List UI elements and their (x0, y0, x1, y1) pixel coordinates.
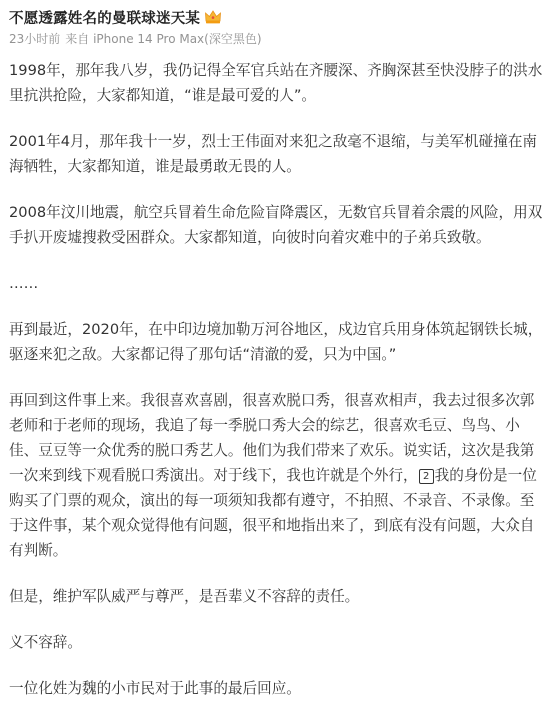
author-name[interactable]: 不愿透露姓名的曼联球迷天某 (9, 10, 201, 27)
post-source: 来自 iPhone 14 Pro Max(深空黑色) (65, 32, 262, 46)
paragraph: 2008年汶川地震，航空兵冒着生命危险盲降震区，无数官兵冒着余震的风险，用双手扒开废墟搜救受困群众。大家都知道，向彼时向着灾难中的子弟兵致敬。 (9, 204, 543, 246)
paragraph: 1998年，那年我八岁，我仍记得全军官兵站在齐腰深、齐胸深甚至快没脖子的洪水里抗洪抢险，大家都知道，“谁是最可爱的人”。 (9, 62, 543, 104)
paragraph: 2001年4月，那年我十一岁，烈士王伟面对来犯之敌毫不退缩，与美军机碰撞在南海牺牲，大家都知道，谁是最勇敢无畏的人。 (9, 133, 538, 175)
paragraph: 再到最近，2020年，在中印边境加勒万河谷地区，戍边官兵用身体筑起钢铁长城，驱逐来犯之敌。大家都记得了那句话“清澈的爱，只为中国。” (9, 321, 543, 363)
paragraph (9, 388, 543, 563)
post-body (9, 58, 543, 701)
paragraph: 但是，维护军队威严与尊严，是吾辈义不容辞的责任。 (9, 588, 360, 605)
paragraph: 义不容辞。 (9, 634, 82, 651)
post-header (9, 6, 543, 28)
post-meta (9, 31, 543, 47)
paragraph: 一位化姓为魏的小市民对于此事的最后回应。 (9, 680, 301, 697)
post-time: 23小时前 (9, 32, 61, 46)
paragraph: …… (9, 275, 39, 292)
number-badge: 2 (419, 469, 434, 484)
paragraph-part: 再回到这件事上来。我很喜欢喜剧，很喜欢脱口秀，很喜欢相声，我去过很多次郭老师和于老师的现场，我追了每一季脱口秀大会的综艺，很喜欢毛豆、鸟鸟、小佳、豆豆等一众优秀的脱口秀艺人。他们为我们带来了欢乐。说实话，这次是我第一次来到线下观看脱口秀演出。对于线下，我也许就是个外行， (9, 392, 535, 484)
crown-icon (204, 9, 222, 25)
paragraph-part: 我的身份是一位购买了门票的观众，演出的每一项须知我都有遵守，不拍照、不录音、不录像。至于这件事，某个观众觉得他有问题，很平和地指出来了，到底有没有问题，大众自有判断。 (9, 467, 537, 559)
